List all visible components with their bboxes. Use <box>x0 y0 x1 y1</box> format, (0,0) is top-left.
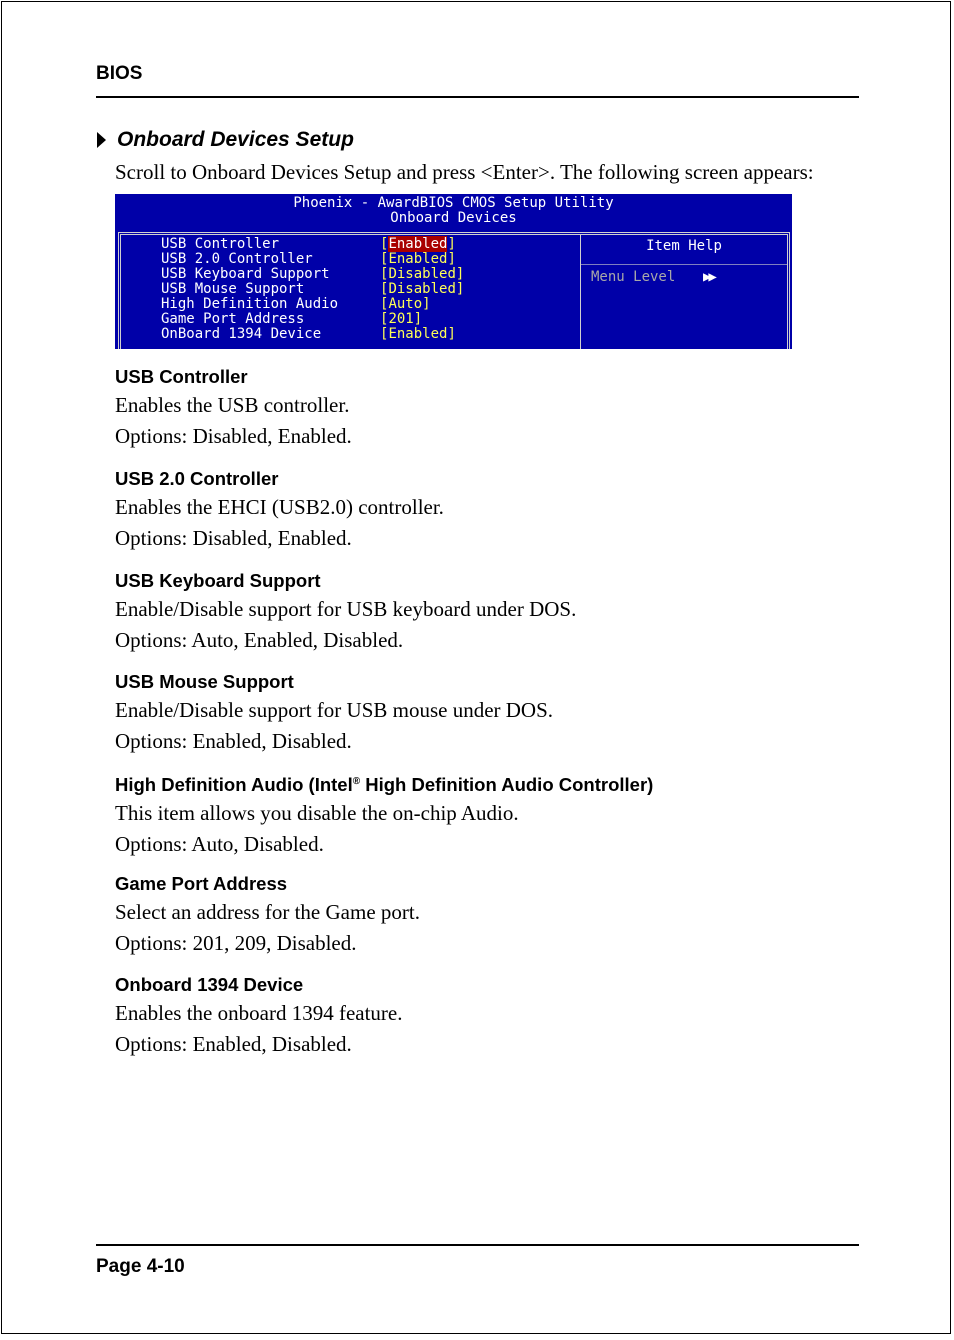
bios-subtitle: Onboard Devices <box>390 210 517 226</box>
bios-item-usb-controller[interactable] <box>161 237 456 252</box>
bios-selected-value[interactable]: Enabled <box>388 236 448 252</box>
bios-item-label: OnBoard 1394 Device <box>161 326 322 342</box>
bios-item-value[interactable]: [Enabled] <box>380 236 456 252</box>
entry-options: Options: Enabled, Disabled. <box>115 1032 352 1056</box>
bios-item-game-port[interactable] <box>161 312 422 327</box>
entry-title: USB Keyboard Support <box>115 570 321 591</box>
entry-description: Enable/Disable support for USB mouse under DOS. <box>115 698 554 722</box>
menu-level-arrows-icon: ▶▶ <box>703 269 714 285</box>
bios-item-value[interactable]: [201] <box>380 311 423 327</box>
entry-description: This item allows you disable the on-chip Audio. <box>115 801 519 826</box>
entry-title: Game Port Address <box>115 873 288 894</box>
bios-item-label: USB Keyboard Support <box>161 266 330 282</box>
bios-help-separator <box>581 264 787 265</box>
bios-item-label: USB Mouse Support <box>161 281 305 297</box>
bios-item-value[interactable]: [Disabled] <box>380 281 465 297</box>
entry-title: USB 2.0 Controller <box>115 468 279 489</box>
entry-title: USB Controller <box>115 366 248 387</box>
entry-game-port <box>115 873 420 955</box>
triangle-bullet-icon <box>97 132 106 148</box>
bios-item-1394-device[interactable] <box>161 327 456 342</box>
entry-usb2-controller <box>115 468 444 550</box>
bios-item-hd-audio[interactable] <box>161 297 431 312</box>
item-help-title: Item Help <box>646 238 722 254</box>
entry-description: Select an address for the Game port. <box>115 900 420 924</box>
registered-mark: ® <box>352 776 361 787</box>
bios-title: Phoenix - AwardBIOS CMOS Setup Utility <box>293 195 614 211</box>
entry-options: Options: Auto, Enabled, Disabled. <box>115 628 404 652</box>
entry-title: USB Mouse Support <box>115 671 294 692</box>
header-rule <box>96 96 859 98</box>
entry-options: Options: 201, 209, Disabled. <box>115 931 357 955</box>
section-heading <box>97 128 354 152</box>
bios-item-label: Game Port Address <box>161 311 305 327</box>
bios-item-value[interactable]: [Auto] <box>380 296 431 312</box>
entry-usb-mouse <box>115 671 553 753</box>
entry-description: Enable/Disable support for USB keyboard under DOS. <box>115 597 577 621</box>
entry-description: Enables the USB controller. <box>115 393 350 417</box>
entry-usb-controller <box>115 366 352 448</box>
entry-title: High Definition Audio (Intel® High Definition Audio Controller) <box>115 774 654 796</box>
header-label: BIOS <box>96 63 143 84</box>
entry-hd-audio <box>115 771 653 856</box>
page-number: Page 4-10 <box>96 1256 185 1277</box>
intro-text: Scroll to Onboard Devices Setup and press <Enter>. The following screen appears: <box>115 160 814 184</box>
entry-options: Options: Disabled, Enabled. <box>115 526 352 550</box>
entry-description: Enables the EHCI (USB2.0) controller. <box>115 495 444 519</box>
menu-level-label: Menu Level <box>591 269 676 285</box>
entry-options: Options: Enabled, Disabled. <box>115 729 352 753</box>
bios-item-value[interactable]: [Enabled] <box>380 326 456 342</box>
entry-usb-keyboard <box>115 570 576 652</box>
bios-item-label: USB Controller <box>161 236 280 252</box>
entry-1394-device <box>115 974 402 1056</box>
bios-item-label: High Definition Audio <box>161 296 339 312</box>
footer-rule <box>96 1244 859 1246</box>
bios-item-usb-keyboard[interactable] <box>161 267 464 282</box>
bios-item-label: USB 2.0 Controller <box>161 251 313 267</box>
entry-description: Enables the onboard 1394 feature. <box>115 1001 403 1025</box>
bios-menu-box <box>118 232 790 349</box>
entry-options: Options: Disabled, Enabled. <box>115 424 352 448</box>
entry-options: Options: Auto, Disabled. <box>115 832 324 857</box>
bios-item-value[interactable]: [Disabled] <box>380 266 465 282</box>
section-title: Onboard Devices Setup <box>117 128 354 151</box>
bios-screenshot <box>115 194 792 349</box>
bios-item-usb-mouse[interactable] <box>161 282 464 297</box>
bios-item-value[interactable]: [Enabled] <box>380 251 456 267</box>
bios-item-usb2-controller[interactable] <box>161 252 456 267</box>
entry-title: Onboard 1394 Device <box>115 974 304 995</box>
